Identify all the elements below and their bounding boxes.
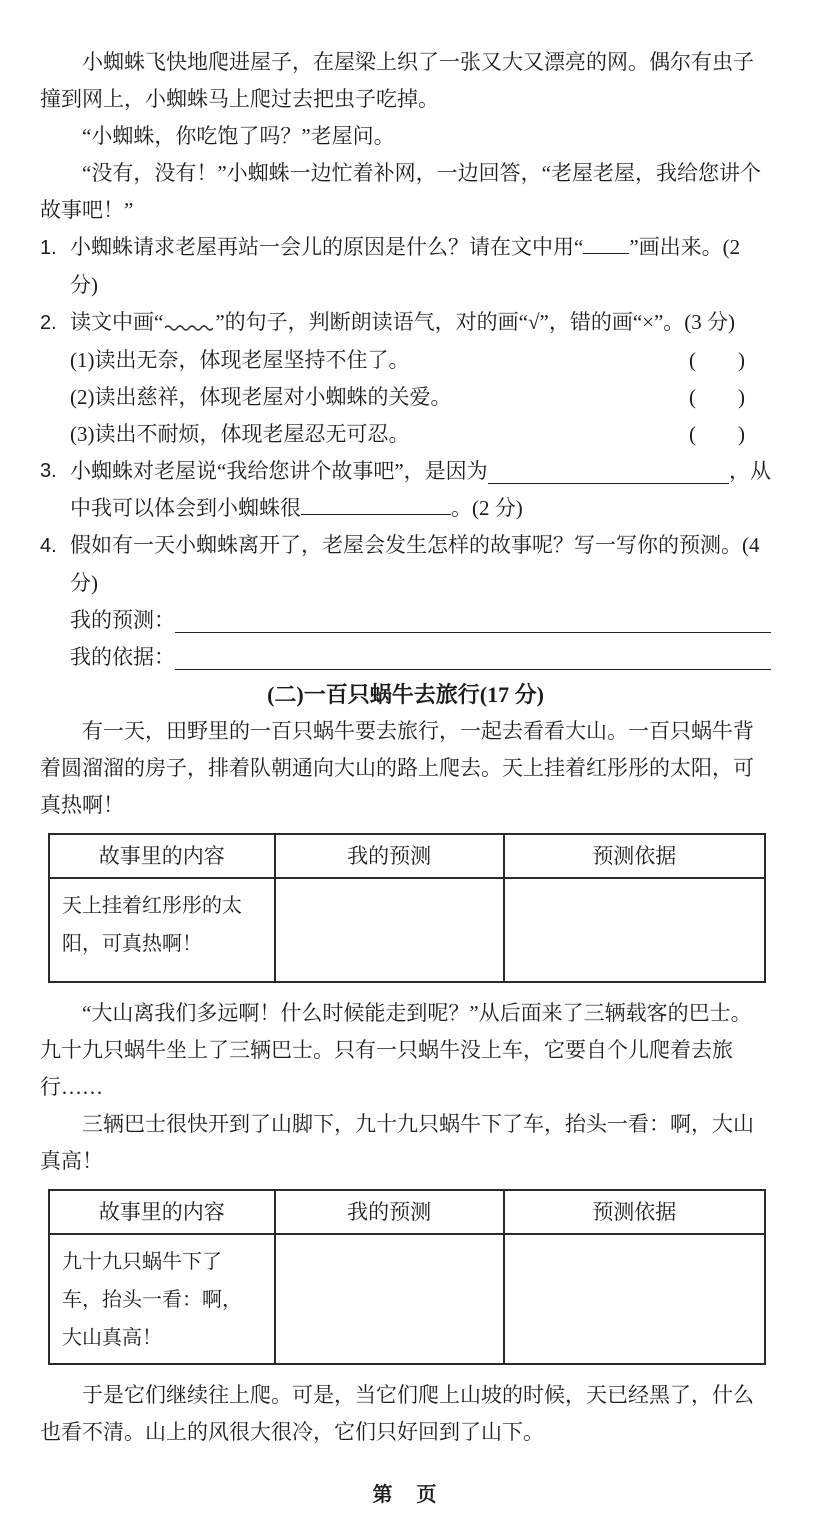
header-story-content: 故事里的内容: [49, 1190, 275, 1234]
question-4-text: 假如有一天小蜘蛛离开了，老屋会发生怎样的故事呢？写一写你的预测。(4 分): [70, 533, 760, 595]
underline-blank: [583, 232, 629, 254]
story-content-cell: 九十九只蜗牛下了车，抬头一看：啊，大山真高！: [49, 1234, 275, 1364]
story-content-cell: 天上挂着红彤彤的太阳，可真热啊！: [49, 878, 275, 982]
item-1-text: 读出无奈，体现老屋坚持不住了。: [94, 348, 410, 372]
fill-blank-line: [175, 602, 771, 633]
snail-paragraph-3: 三辆巴士很快开到了山脚下，九十九只蜗牛下了车，抬头一看：啊，大山真高！: [40, 1112, 754, 1173]
question-1-number: 1.: [40, 237, 57, 259]
story-dialog-1: “小蜘蛛，你吃饱了吗？”老屋问。: [82, 124, 395, 148]
table-header-row: [49, 1190, 765, 1234]
question-3-line-2: [40, 490, 771, 527]
question-2-item-1: [40, 342, 771, 379]
story-dialog-2: “没有，没有！”小蜘蛛一边忙着补网，一边回答，“老屋老屋，我给您讲个故事吧！”: [40, 161, 761, 222]
story-paragraph: 小蜘蛛飞快地爬进屋子，在屋梁上织了一张又大又漂亮的网。偶尔有虫子撞到网上，小蜘蛛马上爬过去把虫子吃掉。: [40, 50, 754, 111]
question-1-text: 小蜘蛛请求老屋再站一会儿的原因是什么？请在文中用“: [70, 235, 584, 259]
my-prediction-line: [40, 602, 771, 639]
table-header-row: [49, 834, 765, 878]
fill-blank-line: [488, 453, 729, 484]
answer-parentheses: ( ): [689, 422, 745, 446]
fill-blank-line: [175, 639, 771, 670]
table-row: [49, 1234, 765, 1364]
item-1-label: (1): [70, 348, 95, 372]
question-3-text-2: 中我可以体会到小蜘蛛很: [70, 496, 301, 520]
my-basis-label: 我的依据：: [70, 645, 175, 669]
question-4: [40, 527, 771, 602]
question-3-number: 3.: [40, 460, 57, 482]
question-4-number: 4.: [40, 535, 57, 557]
prediction-table-2: [48, 1189, 766, 1365]
header-story-content: 故事里的内容: [49, 834, 275, 878]
header-prediction-basis: 预测依据: [504, 834, 765, 878]
header-my-prediction: 我的预测: [275, 1190, 504, 1234]
snail-paragraph-1: 有一天，田野里的一百只蜗牛要去旅行，一起去看看大山。一百只蜗牛背着圆溜溜的房子，排着队朝通向大山的路上爬去。天上挂着红彤彤的太阳，可真热啊！: [40, 719, 754, 817]
section-2-title: (二)一百只蜗牛去旅行(17 分): [267, 682, 544, 707]
question-2-text-end: ”的句子，判断朗读语气，对的画“√”，错的画“×”。(3 分): [215, 310, 736, 334]
question-3-text-mid: ，从: [729, 459, 771, 483]
page-footer: 第 页: [372, 1484, 439, 1506]
question-3-text: 小蜘蛛对老屋说“我给您讲个故事吧”，是因为: [70, 459, 488, 483]
my-prediction-cell: [275, 878, 504, 982]
item-2-text: 读出慈祥，体现老屋对小蜘蛛的关爱。: [94, 385, 452, 409]
snail-paragraph-4: 于是它们继续往上爬。可是，当它们爬上山坡的时候，天已经黑了，什么也看不清。山上的风很大很冷，它们只好回到了山下。: [40, 1383, 754, 1444]
question-1: [40, 229, 771, 304]
snail-paragraph-2: “大山离我们多远啊！什么时候能走到呢？”从后面来了三辆载客的巴士。九十九只蜗牛坐上了三辆巴士。只有一只蜗牛没上车，它要自个儿爬着去旅行……: [40, 1001, 752, 1099]
underline-blank: [301, 493, 451, 515]
wavy-line-blank: [163, 322, 215, 329]
question-2-item-2: [40, 379, 771, 416]
item-2-label: (2): [70, 385, 95, 409]
my-prediction-label: 我的预测：: [70, 608, 175, 632]
question-2: [40, 304, 771, 342]
header-my-prediction: 我的预测: [275, 834, 504, 878]
question-3-text-2-end: 。(2 分): [451, 496, 523, 520]
prediction-table-1: [48, 833, 766, 983]
my-prediction-cell: [275, 1234, 504, 1364]
prediction-basis-cell: [504, 1234, 765, 1364]
question-2-text: 读文中画“: [70, 310, 164, 334]
header-prediction-basis: 预测依据: [504, 1190, 765, 1234]
answer-parentheses: ( ): [689, 385, 745, 409]
answer-parentheses: ( ): [689, 348, 745, 372]
question-3-line-1: [40, 453, 771, 490]
question-2-number: 2.: [40, 312, 57, 334]
item-3-text: 读出不耐烦，体现老屋忍无可忍。: [94, 422, 410, 446]
item-3-label: (3): [70, 422, 95, 446]
prediction-basis-cell: [504, 878, 765, 982]
question-2-item-3: [40, 416, 771, 453]
my-basis-line: [40, 639, 771, 676]
question-1-text-end: ”画出来。(2 分): [70, 235, 741, 297]
table-row: [49, 878, 765, 982]
